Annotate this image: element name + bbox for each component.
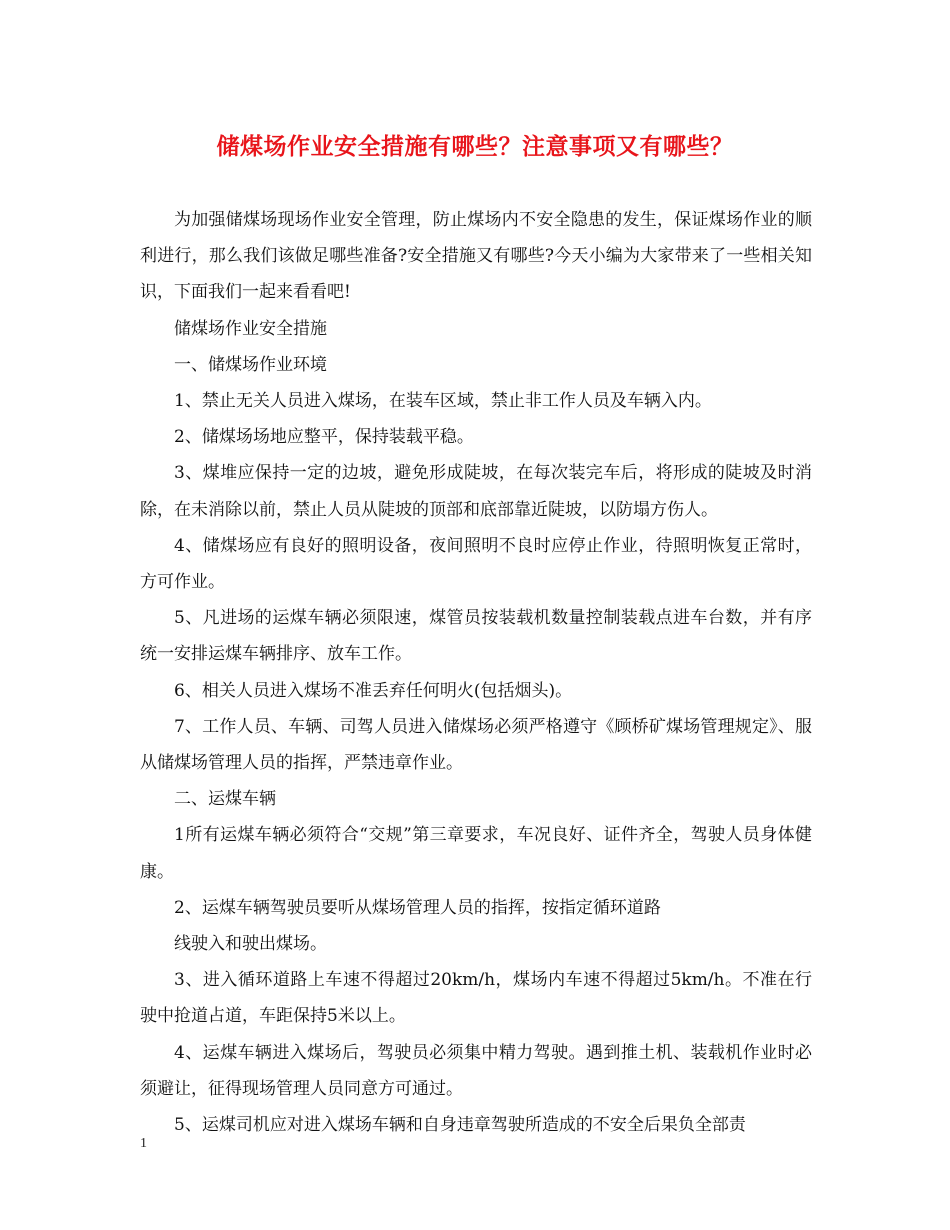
- list-item: 2、运煤车辆驾驶员要听从煤场管理人员的指挥，按指定循环道路: [174, 897, 661, 918]
- paragraph-intro: 为加强储煤场现场作业安全管理，防止煤场内不安全隐患的发生，保证煤场作业的顺利进行，那么我们该做足哪些准备?安全措施又有哪些?今天小编为大家带来了一些相关知识，下面我们一起来看看吧!: [140, 210, 812, 303]
- section-heading-environment: 一、储煤场作业环境: [174, 354, 327, 375]
- list-item-continuation: 线驶入和驶出煤场。: [174, 934, 327, 955]
- section-heading-measures: 储煤场作业安全措施: [174, 318, 327, 339]
- list-item: 7、工作人员、车辆、司驾人员进入储煤场必须严格遵守《顾桥矿煤场管理规定》、服从储煤场管理人员的指挥，严禁违章作业。: [140, 716, 812, 774]
- list-item: 6、相关人员进入煤场不准丢弃任何明火(包括烟头)。: [174, 680, 573, 701]
- list-item: 3、煤堆应保持一定的边坡，避免形成陡坡，在每次装完车后，将形成的陡坡及时消除，在未消除以前，禁止人员从陡坡的顶部和底部靠近陡坡，以防塌方伤人。: [140, 463, 812, 520]
- list-item: 4、储煤场应有良好的照明设备，夜间照明不良时应停止作业，待照明恢复正常时，方可作业。: [140, 535, 812, 593]
- list-item: 4、运煤车辆进入煤场后，驾驶员必须集中精力驾驶。遇到推土机、装载机作业时必须避让，征得现场管理人员同意方可通过。: [140, 1042, 812, 1099]
- section-heading-vehicles: 二、运煤车辆: [174, 789, 276, 810]
- document-body: [140, 202, 812, 1143]
- document-title: 储煤场作业安全措施有哪些？注意事项又有哪些？: [216, 134, 734, 160]
- list-item: 5、凡进场的运煤车辆必须限速，煤管员按装载机数量控制装载点进车台数，并有序统一安排运煤车辆排序、放车工作。: [140, 608, 812, 665]
- list-item: 3、进入循环道路上车速不得超过20km/h，煤场内车速不得超过5km/h。不准在行驶中抢道占道，车距保持5米以上。: [140, 970, 812, 1027]
- list-item: 5、运煤司机应对进入煤场车辆和自身违章驾驶所造成的不安全后果负全部责: [174, 1115, 746, 1136]
- list-item: 1所有运煤车辆必须符合“交规”第三章要求，车况良好、证件齐全，驾驶人员身体健康。: [140, 825, 812, 882]
- page-number: 1: [140, 1136, 147, 1151]
- list-item: 2、储煤场场地应整平，保持装载平稳。: [174, 427, 474, 448]
- list-item: 1、禁止无关人员进入煤场，在装车区域，禁止非工作人员及车辆入内。: [174, 391, 712, 412]
